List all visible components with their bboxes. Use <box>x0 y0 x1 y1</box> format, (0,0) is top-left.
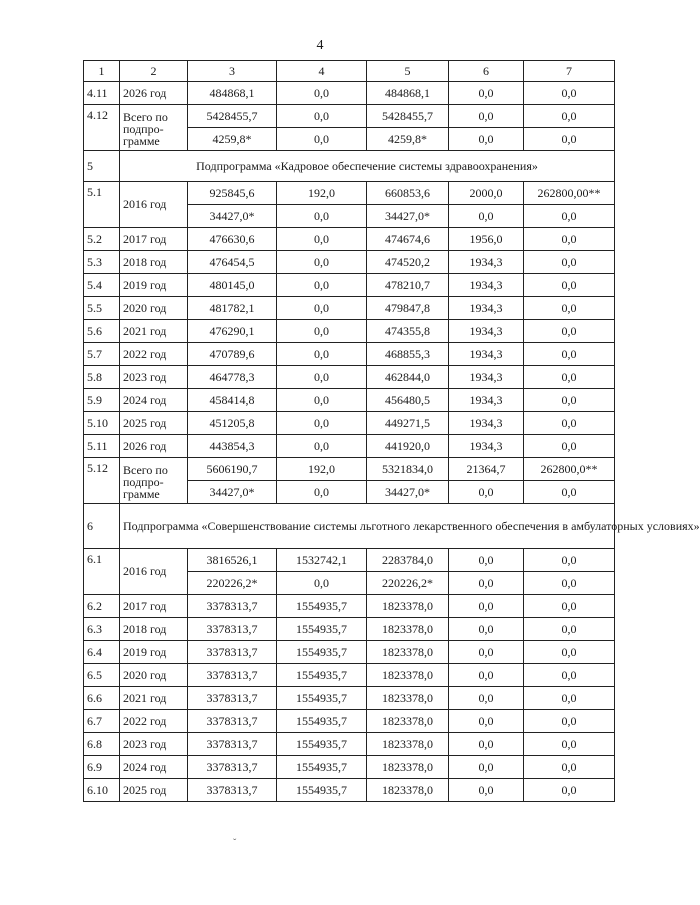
table-row <box>84 779 615 802</box>
row-number: 6.7 <box>84 710 120 733</box>
table-row <box>84 82 615 105</box>
value-cell: 0,0 <box>524 618 615 641</box>
value-cell: 0,0 <box>277 82 367 105</box>
table-row <box>84 320 615 343</box>
value-cell: 441920,0 <box>367 435 449 458</box>
value-cell: 1823378,0 <box>367 687 449 710</box>
row-number: 6.2 <box>84 595 120 618</box>
value-cell: 3378313,7 <box>188 641 277 664</box>
value-cell: 0,0 <box>524 595 615 618</box>
value-cell: 0,0 <box>524 228 615 251</box>
column-header: 5 <box>367 61 449 82</box>
value-cell: 0,0 <box>524 320 615 343</box>
value-cell: 1823378,0 <box>367 733 449 756</box>
row-period: 2024 год <box>120 389 188 412</box>
value-cell: 1934,3 <box>449 389 524 412</box>
row-period: 2025 год <box>120 412 188 435</box>
table-row <box>84 366 615 389</box>
value-cell: 5606190,7 <box>188 458 277 481</box>
table-row <box>84 641 615 664</box>
row-period: 2026 год <box>120 435 188 458</box>
value-cell: 1934,3 <box>449 343 524 366</box>
table-row <box>84 182 615 205</box>
value-cell: 451205,8 <box>188 412 277 435</box>
table-row <box>84 251 615 274</box>
value-cell: 1823378,0 <box>367 756 449 779</box>
value-cell: 0,0 <box>449 105 524 128</box>
budget-table <box>83 60 700 802</box>
value-cell: 0,0 <box>524 82 615 105</box>
value-cell: 0,0 <box>524 687 615 710</box>
table-row <box>84 710 615 733</box>
value-cell: 660853,6 <box>367 182 449 205</box>
row-number: 5.3 <box>84 251 120 274</box>
value-cell: 0,0 <box>524 389 615 412</box>
value-cell: 1934,3 <box>449 412 524 435</box>
value-cell: 5428455,7 <box>367 105 449 128</box>
row-period: Всего по подпро-грамме <box>120 105 188 151</box>
row-number: 6.6 <box>84 687 120 710</box>
value-cell: 0,0 <box>449 710 524 733</box>
row-number: 6.5 <box>84 664 120 687</box>
value-cell: 34427,0* <box>367 481 449 504</box>
column-header: 3 <box>188 61 277 82</box>
value-cell: 925845,6 <box>188 182 277 205</box>
value-cell: 1823378,0 <box>367 779 449 802</box>
value-cell: 0,0 <box>524 779 615 802</box>
value-cell: 1823378,0 <box>367 664 449 687</box>
row-period: 2022 год <box>120 343 188 366</box>
row-number: 6.3 <box>84 618 120 641</box>
table-row <box>84 228 615 251</box>
value-cell: 449271,5 <box>367 412 449 435</box>
row-number: 5 <box>84 151 120 182</box>
value-cell: 5428455,7 <box>188 105 277 128</box>
value-cell: 3378313,7 <box>188 595 277 618</box>
value-cell: 0,0 <box>449 779 524 802</box>
value-cell: 1934,3 <box>449 297 524 320</box>
value-cell: 0,0 <box>449 756 524 779</box>
value-cell: 0,0 <box>277 228 367 251</box>
value-cell: 1554935,7 <box>277 779 367 802</box>
value-cell: 3378313,7 <box>188 779 277 802</box>
value-cell: 1554935,7 <box>277 664 367 687</box>
table-row <box>84 343 615 366</box>
value-cell: 464778,3 <box>188 366 277 389</box>
value-cell: 0,0 <box>449 618 524 641</box>
value-cell: 5321834,0 <box>367 458 449 481</box>
row-number: 4.11 <box>84 82 120 105</box>
value-cell: 484868,1 <box>188 82 277 105</box>
value-cell: 0,0 <box>277 366 367 389</box>
row-period: 2024 год <box>120 756 188 779</box>
value-cell: 0,0 <box>277 205 367 228</box>
value-cell: 0,0 <box>277 274 367 297</box>
value-cell: 0,0 <box>449 664 524 687</box>
row-period: 2020 год <box>120 297 188 320</box>
value-cell: 0,0 <box>524 549 615 572</box>
table-row <box>84 549 615 572</box>
row-number: 4.12 <box>84 105 120 151</box>
column-header: 4 <box>277 61 367 82</box>
value-cell: 0,0 <box>277 128 367 151</box>
value-cell: 192,0 <box>277 458 367 481</box>
value-cell: 0,0 <box>524 105 615 128</box>
value-cell: 0,0 <box>524 366 615 389</box>
value-cell: 476454,5 <box>188 251 277 274</box>
row-number: 6.10 <box>84 779 120 802</box>
value-cell: 1823378,0 <box>367 641 449 664</box>
value-cell: 478210,7 <box>367 274 449 297</box>
value-cell: 0,0 <box>524 572 615 595</box>
value-cell: 0,0 <box>449 641 524 664</box>
value-cell: 0,0 <box>277 343 367 366</box>
row-number: 6.1 <box>84 549 120 595</box>
value-cell: 0,0 <box>524 481 615 504</box>
table-row <box>84 297 615 320</box>
table-row <box>84 618 615 641</box>
row-number: 6.9 <box>84 756 120 779</box>
value-cell: 1934,3 <box>449 366 524 389</box>
value-cell: 3378313,7 <box>188 664 277 687</box>
value-cell: 3378313,7 <box>188 756 277 779</box>
row-number: 5.7 <box>84 343 120 366</box>
row-number: 5.2 <box>84 228 120 251</box>
value-cell: 1554935,7 <box>277 733 367 756</box>
row-number: 6.4 <box>84 641 120 664</box>
value-cell: 262800,0** <box>524 458 615 481</box>
value-cell: 0,0 <box>449 205 524 228</box>
table-row <box>84 105 615 128</box>
row-period: 2022 год <box>120 710 188 733</box>
value-cell: 4259,8* <box>188 128 277 151</box>
value-cell: 0,0 <box>524 641 615 664</box>
table-row <box>84 412 615 435</box>
value-cell: 262800,00** <box>524 182 615 205</box>
row-number: 5.8 <box>84 366 120 389</box>
value-cell: 474674,6 <box>367 228 449 251</box>
row-period: 2023 год <box>120 733 188 756</box>
row-period: 2018 год <box>120 251 188 274</box>
value-cell: 2283784,0 <box>367 549 449 572</box>
value-cell: 0,0 <box>524 710 615 733</box>
row-period: 2021 год <box>120 320 188 343</box>
value-cell: 0,0 <box>524 274 615 297</box>
value-cell: 456480,5 <box>367 389 449 412</box>
value-cell: 21364,7 <box>449 458 524 481</box>
row-period: Всего по подпро-грамме <box>120 458 188 504</box>
value-cell: 0,0 <box>277 389 367 412</box>
value-cell: 0,0 <box>449 572 524 595</box>
row-period: 2026 год <box>120 82 188 105</box>
value-cell: 3816526,1 <box>188 549 277 572</box>
row-period: 2017 год <box>120 595 188 618</box>
value-cell: 0,0 <box>449 128 524 151</box>
value-cell: 470789,6 <box>188 343 277 366</box>
value-cell: 0,0 <box>524 412 615 435</box>
value-cell: 1554935,7 <box>277 618 367 641</box>
column-header: 6 <box>449 61 524 82</box>
row-period: 2016 год <box>120 549 188 595</box>
table-row <box>84 389 615 412</box>
row-period: 2019 год <box>120 641 188 664</box>
row-period: 2021 год <box>120 687 188 710</box>
value-cell: 0,0 <box>277 412 367 435</box>
value-cell: 0,0 <box>277 481 367 504</box>
value-cell: 1934,3 <box>449 435 524 458</box>
value-cell: 3378313,7 <box>188 618 277 641</box>
value-cell: 0,0 <box>524 756 615 779</box>
table-row <box>84 458 615 481</box>
row-number: 6.8 <box>84 733 120 756</box>
value-cell: 1934,3 <box>449 320 524 343</box>
section-title: Подпрограмма «Кадровое обеспечение системы здравоохранения» <box>120 151 615 182</box>
value-cell: 220226,2* <box>367 572 449 595</box>
value-cell: 468855,3 <box>367 343 449 366</box>
value-cell: 1554935,7 <box>277 595 367 618</box>
row-period: 2018 год <box>120 618 188 641</box>
value-cell: 462844,0 <box>367 366 449 389</box>
section-row <box>84 151 615 182</box>
value-cell: 476290,1 <box>188 320 277 343</box>
table-row <box>84 687 615 710</box>
row-number: 5.9 <box>84 389 120 412</box>
section-title: Подпрограмма «Совершенствование системы льготного лекарственного обеспечения в амбулаторных условиях» <box>120 504 615 549</box>
value-cell: 1934,3 <box>449 251 524 274</box>
value-cell: 1823378,0 <box>367 595 449 618</box>
row-period: 2017 год <box>120 228 188 251</box>
column-header: 2 <box>120 61 188 82</box>
table-row <box>84 733 615 756</box>
value-cell: 0,0 <box>449 687 524 710</box>
row-number: 5.4 <box>84 274 120 297</box>
row-period: 2023 год <box>120 366 188 389</box>
table-row <box>84 435 615 458</box>
value-cell: 3378313,7 <box>188 687 277 710</box>
value-cell: 34427,0* <box>367 205 449 228</box>
value-cell: 2000,0 <box>449 182 524 205</box>
value-cell: 1532742,1 <box>277 549 367 572</box>
page-number: 4 <box>316 38 324 53</box>
value-cell: 0,0 <box>449 595 524 618</box>
value-cell: 474520,2 <box>367 251 449 274</box>
row-number: 5.5 <box>84 297 120 320</box>
value-cell: 0,0 <box>524 343 615 366</box>
value-cell: 1554935,7 <box>277 710 367 733</box>
table-row <box>84 274 615 297</box>
row-number: 5.12 <box>84 458 120 504</box>
value-cell: 1823378,0 <box>367 618 449 641</box>
value-cell: 0,0 <box>277 105 367 128</box>
value-cell: 0,0 <box>524 297 615 320</box>
value-cell: 474355,8 <box>367 320 449 343</box>
row-period: 2016 год <box>120 182 188 228</box>
value-cell: 481782,1 <box>188 297 277 320</box>
value-cell: 480145,0 <box>188 274 277 297</box>
scan-mark: ˇ <box>233 838 237 849</box>
table-header-row <box>84 61 615 82</box>
value-cell: 1934,3 <box>449 274 524 297</box>
value-cell: 0,0 <box>277 572 367 595</box>
column-header: 1 <box>84 61 120 82</box>
row-number: 6 <box>84 504 120 549</box>
row-period: 2019 год <box>120 274 188 297</box>
row-period: 2020 год <box>120 664 188 687</box>
value-cell: 479847,8 <box>367 297 449 320</box>
column-header: 7 <box>524 61 615 82</box>
value-cell: 4259,8* <box>367 128 449 151</box>
section-row <box>84 504 615 549</box>
value-cell: 0,0 <box>277 297 367 320</box>
table-row <box>84 756 615 779</box>
value-cell: 484868,1 <box>367 82 449 105</box>
value-cell: 0,0 <box>524 128 615 151</box>
value-cell: 443854,3 <box>188 435 277 458</box>
table-row <box>84 595 615 618</box>
table-row <box>84 664 615 687</box>
value-cell: 34427,0* <box>188 481 277 504</box>
value-cell: 0,0 <box>524 435 615 458</box>
value-cell: 0,0 <box>449 82 524 105</box>
value-cell: 0,0 <box>277 435 367 458</box>
value-cell: 0,0 <box>449 549 524 572</box>
value-cell: 0,0 <box>277 320 367 343</box>
value-cell: 0,0 <box>524 205 615 228</box>
value-cell: 0,0 <box>277 251 367 274</box>
value-cell: 0,0 <box>524 664 615 687</box>
value-cell: 220226,2* <box>188 572 277 595</box>
value-cell: 34427,0* <box>188 205 277 228</box>
row-number: 5.10 <box>84 412 120 435</box>
value-cell: 0,0 <box>449 733 524 756</box>
value-cell: 1554935,7 <box>277 756 367 779</box>
value-cell: 3378313,7 <box>188 733 277 756</box>
value-cell: 1554935,7 <box>277 641 367 664</box>
value-cell: 0,0 <box>449 481 524 504</box>
row-number: 5.1 <box>84 182 120 228</box>
value-cell: 0,0 <box>524 733 615 756</box>
value-cell: 1956,0 <box>449 228 524 251</box>
value-cell: 476630,6 <box>188 228 277 251</box>
row-period: 2025 год <box>120 779 188 802</box>
value-cell: 3378313,7 <box>188 710 277 733</box>
row-number: 5.11 <box>84 435 120 458</box>
value-cell: 458414,8 <box>188 389 277 412</box>
value-cell: 1554935,7 <box>277 687 367 710</box>
value-cell: 0,0 <box>524 251 615 274</box>
value-cell: 192,0 <box>277 182 367 205</box>
row-number: 5.6 <box>84 320 120 343</box>
value-cell: 1823378,0 <box>367 710 449 733</box>
